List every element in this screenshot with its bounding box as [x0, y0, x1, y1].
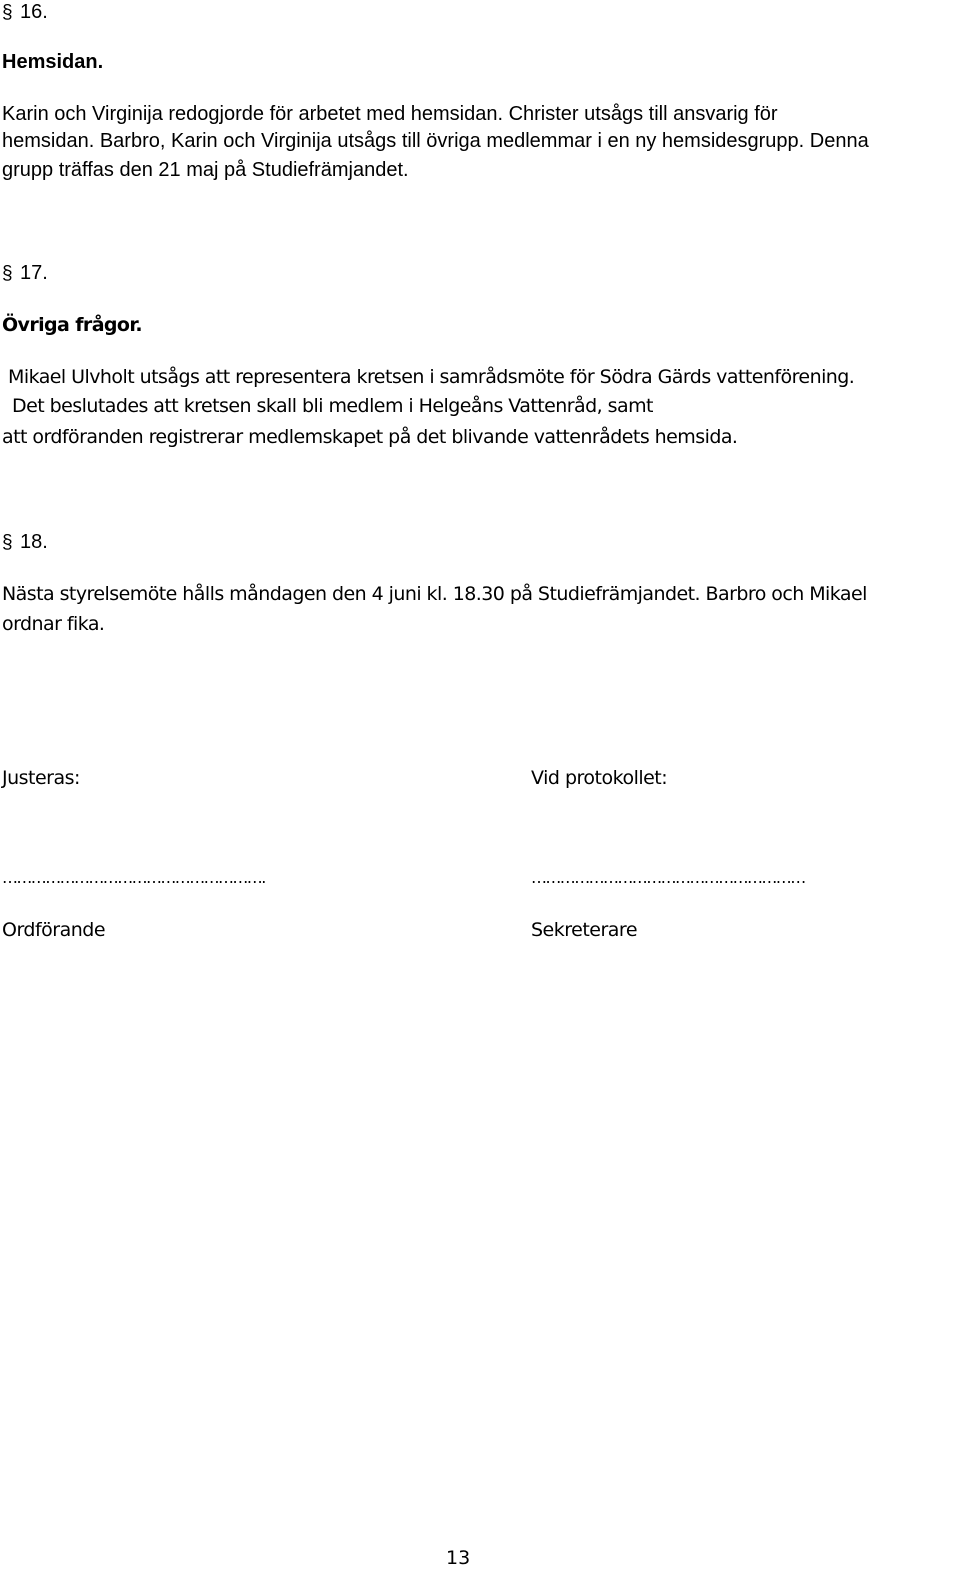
section-17-line-3: att ordföranden registrerar medlemskapet på det blivande vattenrådets hemsida. [2, 426, 738, 448]
section-17-number [2, 261, 48, 286]
section-number: 17. [20, 262, 48, 284]
signature-left-role: Ordförande [2, 919, 106, 941]
signature-right-label: Vid protokollet: [531, 767, 668, 789]
section-16-number [2, 0, 48, 25]
section-number: 18. [20, 531, 48, 553]
page-number: 13 [446, 1547, 471, 1569]
section-17-line-2: Det beslutades att kretsen skall bli medlem i Helgeåns Vattenråd, samt [12, 395, 653, 417]
signature-right-role: Sekreterare [531, 919, 638, 941]
section-symbol: § [2, 2, 13, 23]
signature-right-line: ………………………………………………… [531, 868, 805, 887]
section-18-number [2, 530, 48, 555]
section-number: 16. [20, 1, 48, 23]
signature-left-line: ………………………………………………. [2, 868, 265, 887]
section-16-line-2: hemsidan. Barbro, Karin och Virginija utsågs till övriga medlemmar i en ny hemsidesgrupp. Denna [2, 130, 869, 152]
section-symbol: § [2, 263, 13, 284]
section-17-line-1: Mikael Ulvholt utsågs att representera kretsen i samrådsmöte för Södra Gärds vattenförening. [8, 366, 855, 388]
section-16-line-3: grupp träffas den 21 maj på Studiefrämjandet. [2, 159, 409, 181]
signature-left-label: Justeras: [2, 767, 80, 789]
section-16-line-1: Karin och Virginija redogjorde för arbetet med hemsidan. Christer utsågs till ansvarig för [2, 103, 778, 125]
section-18-line-2: ordnar fika. [2, 613, 105, 635]
section-16-heading: Hemsidan. [2, 51, 104, 73]
section-18-line-1: Nästa styrelsemöte hålls måndagen den 4 juni kl. 18.30 på Studiefrämjandet. Barbro och Mikael [2, 583, 867, 605]
section-symbol: § [2, 532, 13, 553]
section-17-heading: Övriga frågor. [2, 314, 143, 336]
